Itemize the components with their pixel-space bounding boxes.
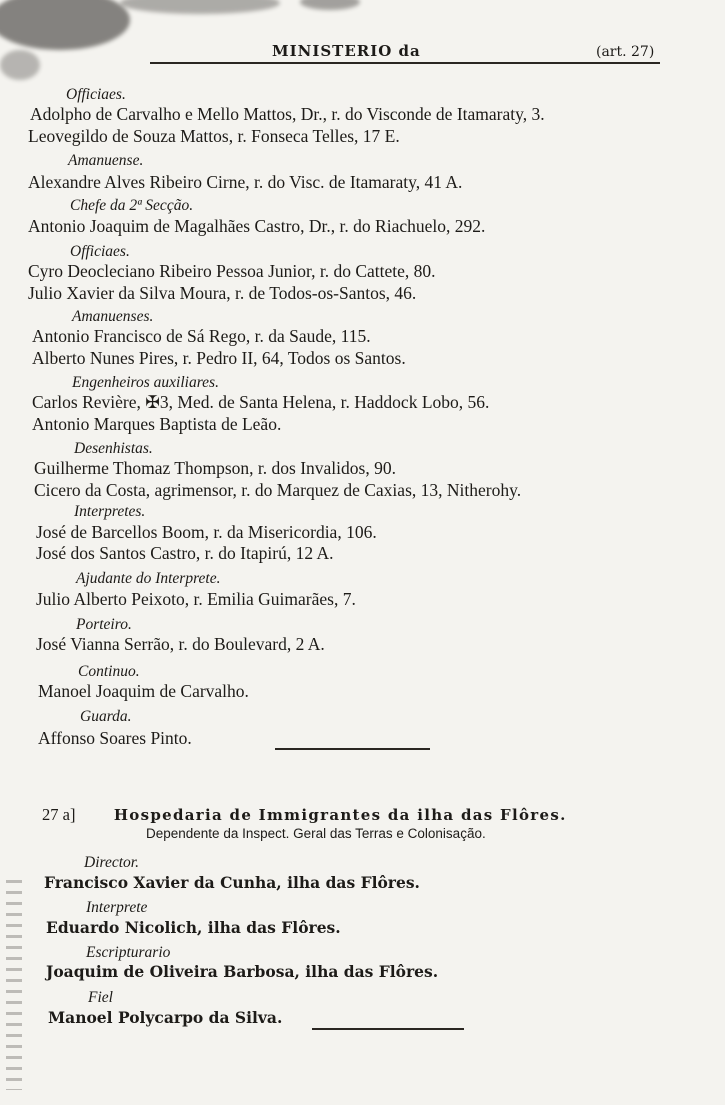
entry-heading: Escripturario — [86, 944, 171, 961]
header-rule — [150, 62, 660, 64]
entry-heading: Amanuense. — [68, 152, 144, 169]
entry-heading: Interprete — [86, 899, 148, 916]
entry-name: José de Barcellos Boom, r. da Misericordia, 106. — [36, 522, 377, 542]
entry-name: Manoel Joaquim de Carvalho. — [38, 681, 249, 701]
section-header — [42, 804, 567, 825]
entry-name: Leovegildo de Souza Mattos, r. Fonseca Telles, 17 E. — [28, 126, 400, 146]
entry-name: Cicero da Costa, agrimensor, r. do Marquez de Caxias, 13, Nitherohy. — [34, 480, 522, 500]
entry-name: Antonio Joaquim de Magalhães Castro, Dr., r. do Riachuelo, 292. — [28, 216, 486, 236]
header-title: MINISTERIO da — [272, 42, 421, 60]
entry-heading: Porteiro. — [76, 616, 132, 633]
entry-name: Guilherme Thomaz Thompson, r. dos Invalidos, 90. — [34, 458, 396, 478]
entry-name: José Vianna Serrão, r. do Boulevard, 2 A. — [36, 634, 325, 654]
entry-heading: Officiaes. — [70, 243, 130, 260]
ink-smudge — [300, 0, 360, 10]
margin-scan-marks — [6, 880, 22, 1090]
entry-name: Eduardo Nicolich, ilha das Flôres. — [46, 918, 341, 937]
section-end-rule — [275, 748, 430, 750]
entry-name: Alberto Nunes Pires, r. Pedro II, 64, Todos os Santos. — [32, 348, 406, 368]
entry-name: Affonso Soares Pinto. — [38, 728, 192, 748]
entry-heading: Director. — [84, 854, 139, 871]
entry-heading: Ajudante do Interprete. — [76, 570, 221, 587]
section-title: Hospedaria de Immigrantes da ilha das Flôres. — [113, 806, 567, 824]
entry-heading: Interpretes. — [74, 503, 146, 520]
section-number: 27 a] — [42, 805, 76, 824]
entry-heading: Desenhistas. — [74, 440, 153, 457]
entry-name: Carlos Revière, ✠3, Med. de Santa Helena, r. Haddock Lobo, 56. — [32, 392, 490, 412]
entry-heading: Fiel — [88, 989, 113, 1006]
section-end-rule — [312, 1028, 464, 1030]
entry-heading: Continuo. — [78, 663, 140, 680]
entry-heading: Amanuenses. — [72, 308, 154, 325]
entry-name: Antonio Marques Baptista de Leão. — [32, 414, 282, 434]
section-subtitle: Dependente da Inspect. Geral das Terras e Colonisação. — [146, 826, 486, 841]
entry-name: Antonio Francisco de Sá Rego, r. da Saude, 115. — [32, 326, 371, 346]
ink-smudge — [120, 0, 280, 14]
entry-name: Cyro Deocleciano Ribeiro Pessoa Junior, r. do Cattete, 80. — [28, 261, 436, 281]
entry-heading: Engenheiros auxiliares. — [72, 374, 219, 391]
entry-heading: Officiaes. — [66, 86, 126, 103]
entry-name: José dos Santos Castro, r. do Itapirú, 12 A. — [36, 543, 334, 563]
entry-heading: Guarda. — [80, 708, 132, 725]
header-article: (art. 27) — [596, 44, 655, 60]
entry-name: Julio Alberto Peixoto, r. Emilia Guimarães, 7. — [36, 589, 356, 609]
entry-name: Julio Xavier da Silva Moura, r. de Todos-os-Santos, 46. — [28, 283, 417, 303]
entry-name: Alexandre Alves Ribeiro Cirne, r. do Visc. de Itamaraty, 41 A. — [28, 172, 463, 192]
entry-name: Adolpho de Carvalho e Mello Mattos, Dr., r. do Visconde de Itamaraty, 3. — [30, 104, 545, 124]
entry-heading: Chefe da 2ª Secção. — [70, 197, 194, 214]
entry-name: Manoel Polycarpo da Silva. — [48, 1008, 283, 1027]
entry-name: Joaquim de Oliveira Barbosa, ilha das Flôres. — [46, 962, 439, 981]
entry-name: Francisco Xavier da Cunha, ilha das Flôres. — [44, 873, 420, 892]
